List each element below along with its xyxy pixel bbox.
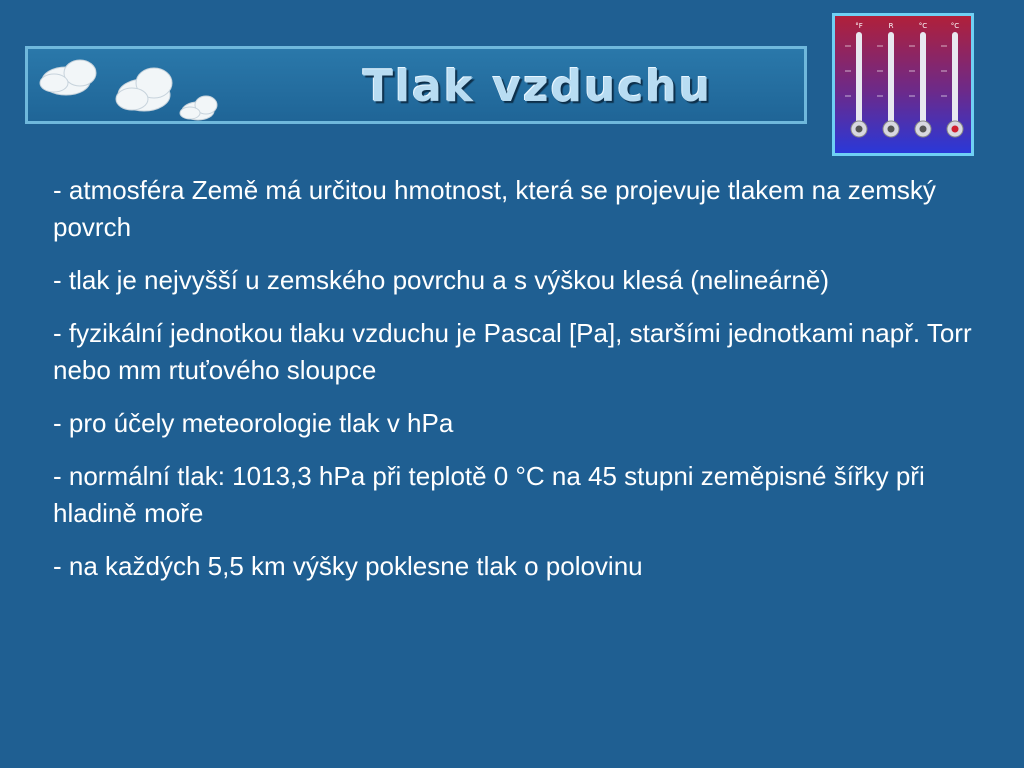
thermometer-scale-label: R xyxy=(888,22,894,30)
thermometer-scale-label: °F xyxy=(855,22,863,30)
thermometer-scale-label: °C xyxy=(950,22,960,30)
page-title: Tlak vzduchu xyxy=(363,61,713,112)
bullet-item: - tlak je nejvyšší u zemského povrchu a s výškou klesá (nelineárně) xyxy=(53,265,830,295)
title-banner xyxy=(25,46,807,124)
bullet-item: - na každých 5,5 km výšky poklesne tlak o polovinu xyxy=(53,551,643,581)
bullet-item: - pro účely meteorologie tlak v hPa xyxy=(53,408,454,438)
thermometer-scale-label: °C xyxy=(918,22,928,30)
slide-body xyxy=(53,172,983,601)
bullet-item: - fyzikální jednotkou tlaku vzduchu je Pascal [Pa], staršími jednotkami např. Torr nebo mm rtuťového sloupce xyxy=(53,318,972,385)
bullet-item: - normální tlak: 1013,3 hPa při teplotě 0 °C na 45 stupni zeměpisné šířky při hladině moře xyxy=(53,461,925,528)
bullet-item: - atmosféra Země má určitou hmotnost, která se projevuje tlakem na zemský povrch xyxy=(53,175,936,242)
clouds-icon xyxy=(36,53,236,123)
thermometer-icon xyxy=(835,16,971,153)
thermometer-picture xyxy=(832,13,974,156)
